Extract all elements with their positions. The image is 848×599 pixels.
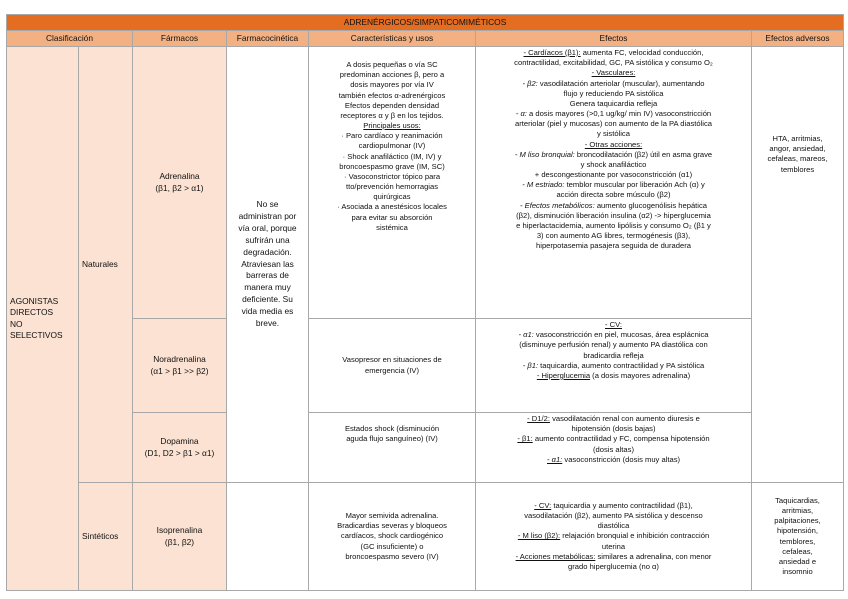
text-line: Atraviesan las — [241, 258, 294, 269]
text-line — [479, 562, 748, 572]
header-clasificacion: Clasificación — [7, 31, 133, 47]
line-lead: Mayor semivida adrenalina. — [345, 511, 439, 521]
text-line: cefaleas, mareos, — [767, 154, 828, 164]
line-lead: Genera taquicardia refleja — [569, 98, 658, 108]
text-line: NO — [10, 318, 23, 329]
drug-adrenalina — [133, 47, 227, 319]
drug-name: Noradrenalina — [153, 353, 206, 364]
line-lead: 3) con aumento AG libres, termogénesis (β3), — [536, 231, 691, 241]
row-adrenalina — [7, 47, 844, 319]
drug-noradrenalina — [133, 319, 227, 413]
efectos-text — [479, 414, 748, 465]
line-lead: uterina — [601, 541, 626, 551]
line-rest: aumenta FC, velocidad conducción, — [580, 48, 704, 57]
text-line — [312, 152, 472, 162]
caracteristicas-text — [312, 355, 472, 375]
text-line: ansiedad e — [778, 556, 817, 566]
line-lead: · Shock anafiláctico (IM, IV) y — [342, 151, 442, 161]
text-line — [479, 371, 748, 381]
line-lead: dosis mayores por vía IV — [350, 80, 434, 90]
text-line — [479, 445, 748, 455]
text-line: angor, ansiedad, — [769, 144, 826, 154]
efectos-adrenalina — [476, 47, 752, 319]
line-lead: - Vasculares: — [591, 68, 636, 78]
drug-receptors: (α1 > β1 >> β2) — [150, 365, 209, 376]
line-lead: - β2: — [522, 78, 538, 88]
text-line — [312, 162, 472, 172]
text-line — [312, 80, 472, 90]
line-lead: e hiperlactacidemia, aumento lipólisis y consumo O₂ (β1 y — [516, 220, 711, 230]
line-lead: - α1: — [518, 330, 534, 340]
text-line — [479, 79, 748, 89]
header-farmacocinetica: Farmacocinética — [227, 31, 309, 47]
caracteristicas-adrenalina — [309, 47, 476, 319]
line-lead: (disminuye perfusión renal) y aumento PA diastólica con — [519, 340, 708, 350]
text-line — [479, 501, 748, 511]
farmacocinetica-cell — [227, 47, 309, 483]
line-lead: A dosis pequeñas o vía SC — [346, 60, 438, 69]
drug-isoprenalina — [133, 483, 227, 591]
text-line: cefaleas, — [782, 546, 813, 556]
line-rest: vasoconstricción en piel, mucosas, área esplácnica — [533, 330, 709, 340]
text-line — [479, 340, 748, 350]
line-lead: grado hiperglucemia (no α) — [568, 561, 659, 571]
line-lead: para evitar su absorción — [351, 212, 433, 222]
text-line — [312, 192, 472, 202]
line-rest: vasodilatación renal con aumento diuresis e — [549, 414, 700, 423]
line-lead: tto/prevención hemorragias — [345, 182, 439, 192]
text-line: deficiente. Su — [242, 294, 293, 305]
drug-receptors: (β1, β2 > α1) — [155, 182, 204, 193]
text-line — [312, 121, 472, 131]
text-line — [479, 170, 748, 180]
line-lead: (β2), disminución liberación insulina (α2) -> hiperglucemia — [516, 210, 711, 220]
row-dopamina — [7, 413, 844, 483]
text-line — [479, 552, 748, 562]
text-line: HTA, arritmias, — [772, 134, 823, 143]
text-line — [479, 542, 748, 552]
text-line — [479, 231, 748, 241]
line-lead: también efectos α-adrenérgicos — [338, 90, 446, 100]
line-lead: - Otras acciones: — [584, 139, 643, 149]
line-lead: Principales usos: — [363, 121, 421, 131]
row-isoprenalina — [7, 483, 844, 591]
text-line — [479, 68, 748, 78]
line-lead: - M estriado: — [522, 180, 565, 190]
clasificacion-label — [10, 296, 75, 341]
text-line — [312, 355, 472, 365]
table-title: ADRENÉRGICOS/SIMPATICOMIMÉTICOS — [7, 15, 844, 31]
line-lead: Efectos dependen densidad — [344, 100, 440, 110]
line-rest: taquicardia, aumento contractilidad y PA sistólica — [538, 360, 705, 370]
text-line — [312, 213, 472, 223]
text-line — [479, 211, 748, 221]
text-line — [312, 91, 472, 101]
text-line — [312, 101, 472, 111]
line-lead: Bradicardias severas y bloqueos — [337, 521, 447, 531]
text-line: degradación. — [243, 246, 292, 257]
text-line — [479, 48, 748, 58]
line-lead: arteriolar (piel y mucosas) con aumento de la PA diastólica — [515, 119, 712, 129]
farmacocinetica-empty — [227, 483, 309, 591]
text-line: DIRECTOS — [10, 307, 54, 318]
text-line — [312, 223, 472, 233]
line-lead: (GC insuficiente) o — [360, 541, 424, 551]
line-lead: - β1: — [522, 360, 539, 370]
line-lead: bradicardia refleja — [583, 350, 644, 360]
text-line — [479, 424, 748, 434]
text-line — [479, 109, 748, 119]
text-line — [312, 521, 472, 531]
text-line — [479, 140, 748, 150]
row-noradrenalina — [7, 319, 844, 413]
text-line: hipotensión, — [777, 526, 818, 536]
text-line: AGONISTAS — [10, 296, 59, 306]
line-rest: temblor muscular por liberación Ach (α) y — [564, 180, 705, 190]
line-lead: - Acciones metabólicas: — [515, 551, 596, 561]
line-lead: y sistólica — [597, 129, 630, 139]
line-lead: · Asociada a anestésicos locales — [337, 202, 447, 212]
line-rest: a dosis mayores (>0,1 ug/kg/ min IV) vasoconstricción — [526, 109, 712, 119]
line-lead: emergencia (IV) — [364, 365, 420, 375]
line-lead: flujo y reduciendo PA sistólica — [563, 88, 664, 98]
efectos-isoprenalina — [476, 483, 752, 591]
line-lead: broncoespasmo grave (IM, SC) — [339, 161, 445, 171]
drug-receptors: (β1, β2) — [164, 536, 195, 547]
text-line: arritmias, — [781, 505, 814, 515]
line-lead: diastólica — [597, 521, 630, 531]
line-lead: + descongestionante por vasoconstricción (α1) — [534, 170, 693, 180]
text-line: temblores — [780, 164, 815, 174]
text-line — [479, 414, 748, 424]
text-line: insomnio — [782, 567, 813, 577]
text-line — [479, 434, 748, 444]
line-lead: (dosis altas) — [593, 444, 634, 454]
line-lead: quirúrgicas — [373, 192, 411, 202]
text-line — [312, 60, 472, 70]
text-line: vía oral, porque — [238, 222, 297, 233]
drug-name: Dopamina — [160, 435, 199, 446]
line-rest: taquicardia y aumento contractilidad (β1), — [551, 500, 693, 510]
text-line — [479, 221, 748, 231]
line-lead: cardíacos, shock cardiogénico — [340, 531, 444, 541]
caracteristicas-text — [312, 511, 472, 562]
text-line — [312, 131, 472, 141]
text-line: administran por — [238, 210, 297, 221]
text-line — [312, 424, 472, 434]
text-line — [312, 111, 472, 121]
line-lead: aguda flujo sanguíneo) (IV) — [346, 434, 438, 444]
line-lead: sistémica — [376, 222, 408, 232]
text-line — [312, 70, 472, 80]
text-line — [312, 552, 472, 562]
text-line — [312, 366, 472, 376]
drug-name: Adrenalina — [159, 170, 200, 181]
line-lead: - D1/2: — [527, 414, 550, 423]
text-line — [479, 129, 748, 139]
drug-name: Isoprenalina — [156, 524, 203, 535]
adversos-naturales-text — [755, 48, 840, 175]
text-line — [312, 172, 472, 182]
line-lead: - β1: — [517, 434, 533, 444]
text-line — [312, 542, 472, 552]
text-line — [479, 190, 748, 200]
line-rest: vasodilatación arteriolar (muscular), aumentando — [537, 78, 705, 88]
text-line: sufrirán una — [245, 234, 290, 245]
line-lead: - CV: — [604, 320, 622, 329]
subgroup-naturales: Naturales — [79, 47, 133, 483]
line-lead: acción directa sobre músculo (β2) — [556, 190, 671, 200]
line-lead: - Hiperglucemia — [536, 370, 591, 380]
text-line — [479, 330, 748, 340]
text-line — [312, 531, 472, 541]
line-lead: cardiopulmonar (IV) — [358, 141, 426, 151]
text-line: SELECTIVOS — [10, 329, 63, 340]
line-lead: - α: — [515, 109, 527, 119]
text-line: palpitaciones, — [774, 516, 821, 526]
line-lead: hiperpotasemia pasajera seguida de duradera — [536, 241, 691, 251]
caracteristicas-text — [312, 414, 472, 444]
line-lead: - Cardíacos (β1): — [523, 48, 581, 57]
header-farmacos: Fármacos — [133, 31, 227, 47]
efectos-text — [479, 48, 748, 251]
line-lead: - M liso bronquial: — [514, 149, 575, 159]
line-lead: · Vasoconstrictor tópico para — [343, 171, 441, 181]
efectos-dopamina — [476, 413, 752, 483]
line-rest: aumento contractilidad y FC, compensa hipotensión — [532, 434, 710, 444]
text-line — [479, 89, 748, 99]
clasificacion-cell — [7, 47, 79, 591]
text-line — [312, 182, 472, 192]
text-line — [312, 434, 472, 444]
line-lead: hipotensión (dosis bajas) — [571, 424, 656, 434]
text-line — [479, 58, 748, 68]
text-line — [479, 160, 748, 170]
line-rest: aumento glucogenólisis hepática — [594, 200, 707, 210]
line-lead: - α1: — [546, 454, 563, 464]
text-line: breve. — [255, 318, 280, 329]
line-lead: predominan acciones β, pero a — [339, 70, 445, 80]
text-line — [479, 455, 748, 465]
line-lead: broncoespasmo severo (IV) — [345, 551, 439, 561]
line-lead: - Efectos metabólicos: — [520, 200, 595, 210]
header-caracteristicas: Características y usos — [309, 31, 476, 47]
text-line — [479, 241, 748, 251]
header-row — [7, 31, 844, 47]
line-lead: y shock anafiláctico — [580, 159, 647, 169]
text-line — [479, 119, 748, 129]
line-rest: similares a adrenalina, con menor — [595, 551, 712, 561]
text-line — [479, 99, 748, 109]
line-rest: relajación bronquial e inhibición contracción — [560, 531, 710, 541]
header-adversos: Efectos adversos — [752, 31, 844, 47]
line-lead: Estados shock (disminución — [344, 424, 440, 433]
line-lead: Vasopresor en situaciones de — [342, 355, 442, 365]
text-line: vida media es — [241, 306, 294, 317]
text-line — [312, 141, 472, 151]
subgroup-sinteticos: Sintéticos — [79, 483, 133, 591]
text-line — [479, 351, 748, 361]
adversos-sinteticos-cell — [752, 483, 844, 591]
line-lead: · Paro cardíaco y reanimación — [341, 131, 443, 141]
line-rest: (a dosis mayores adrenalina) — [590, 370, 691, 380]
caracteristicas-noradrenalina — [309, 319, 476, 413]
text-line — [479, 150, 748, 160]
drug-receptors: (D1, D2 > β1 > α1) — [144, 447, 215, 458]
adversos-sinteticos-text — [755, 496, 840, 577]
text-line: No se — [256, 198, 279, 209]
text-line — [479, 521, 748, 531]
text-line: manera muy — [244, 282, 291, 293]
caracteristicas-dopamina — [309, 413, 476, 483]
text-line — [312, 511, 472, 521]
text-line — [312, 202, 472, 212]
line-lead: contractilidad, excitabilidad, GC, PA sistólica y consumo O₂ — [514, 58, 713, 68]
text-line — [479, 320, 748, 330]
farmacocinetica-text — [230, 199, 305, 330]
text-line — [479, 531, 748, 541]
line-rest: vasoconstricción (dosis muy altas) — [562, 454, 681, 464]
line-lead: - CV: — [534, 500, 552, 510]
adrenergic-drugs-table — [6, 14, 844, 591]
header-efectos: Efectos — [476, 31, 752, 47]
text-line — [479, 361, 748, 371]
line-lead: receptores α y β en los tejidos. — [340, 110, 444, 120]
caracteristicas-text — [312, 48, 472, 233]
line-lead: vasodilatación (β2), aumento PA sistólica y descenso — [524, 511, 703, 521]
line-rest: broncodilatación (β2) útil en asma grave — [574, 149, 713, 159]
line-lead: - M liso (β2): — [517, 531, 561, 541]
title-row — [7, 15, 844, 31]
efectos-text — [479, 501, 748, 572]
text-line: Taquicardias, — [775, 495, 820, 505]
text-line — [479, 511, 748, 521]
text-line: temblores, — [779, 536, 816, 546]
text-line — [479, 180, 748, 190]
adversos-naturales-cell — [752, 47, 844, 483]
caracteristicas-isoprenalina — [309, 483, 476, 591]
text-line — [479, 201, 748, 211]
drug-dopamina — [133, 413, 227, 483]
efectos-text — [479, 320, 748, 381]
efectos-noradrenalina — [476, 319, 752, 413]
text-line: barreras de — [246, 270, 289, 281]
